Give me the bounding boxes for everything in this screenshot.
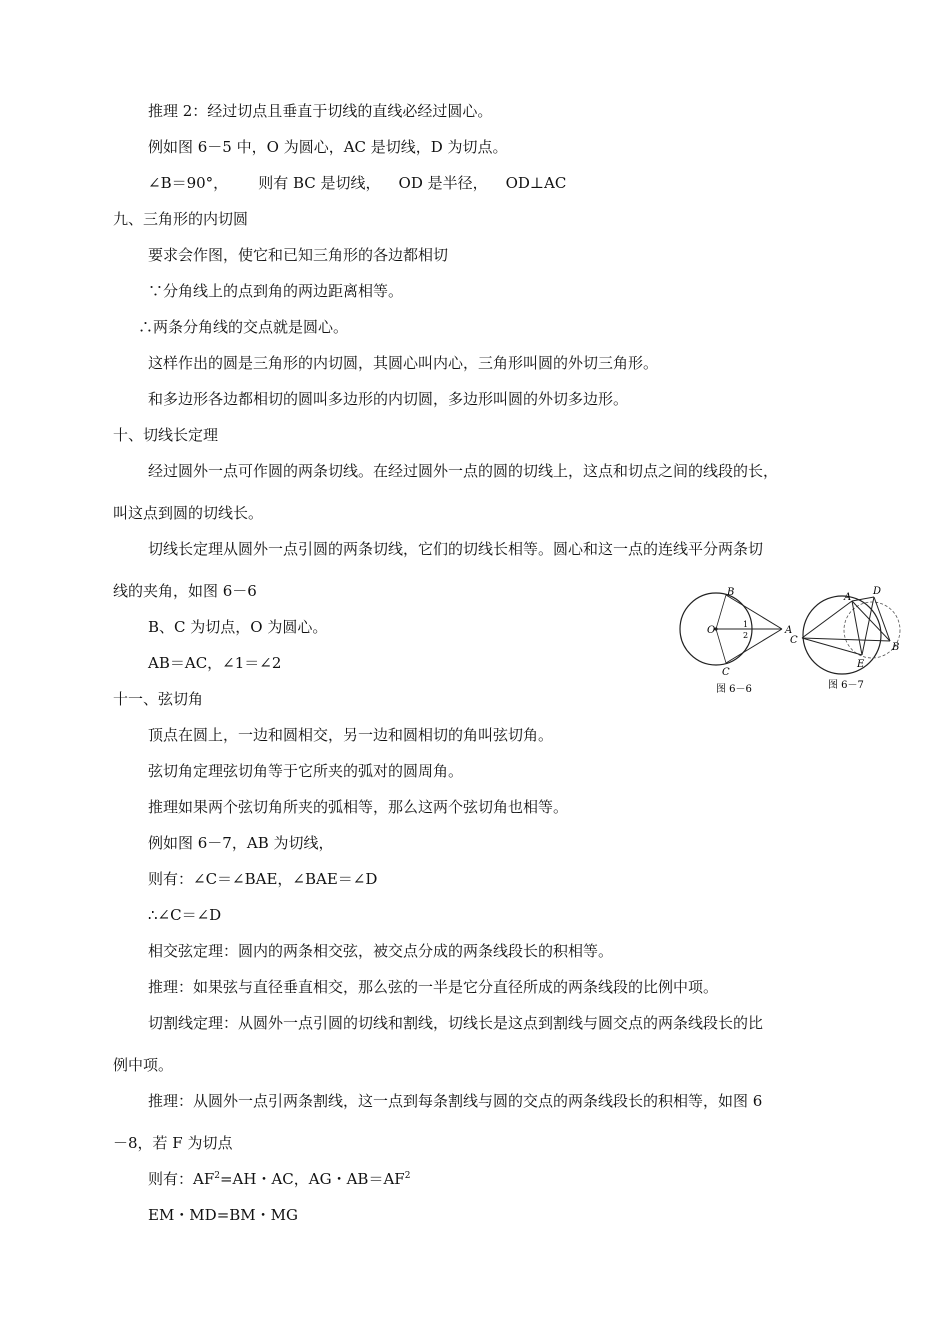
section-10-title: 十、切线长定理 — [113, 426, 219, 444]
tangent-ac — [726, 629, 782, 663]
label-b-7: B — [892, 642, 900, 653]
section-11-para-3: 推理如果两个弦切角所夹的弧相等，那么这两个弦切角也相等。 — [148, 798, 569, 816]
label-b: B — [727, 587, 735, 598]
od-perp-text: OD⊥AC — [505, 174, 567, 192]
formula-1-pre: 则有：AF — [148, 1170, 215, 1188]
figure-6-6-diagram — [672, 582, 800, 696]
then-bc-text: 则有 BC 是切线， — [258, 174, 381, 192]
section-9-title: 九、三角形的内切圆 — [113, 210, 249, 228]
od-radius-text: OD 是半径， — [398, 174, 488, 192]
label-a-7: A — [844, 592, 852, 603]
line-ae — [852, 601, 862, 655]
section-11-para-5: 则有：∠C＝∠BAE，∠BAE＝∠D — [148, 870, 378, 888]
figure-6-7-diagram — [786, 578, 912, 696]
label-c-7: C — [790, 635, 798, 646]
section-9-para-1: 要求会作图，使它和已知三角形的各边都相切 — [148, 246, 449, 264]
section-10-para-1b: 叫这点到圆的切线长。 — [113, 504, 264, 522]
section-11-para-1: 顶点在圆上，一边和圆相交，另一边和圆相切的角叫弦切角。 — [148, 726, 554, 744]
section-11-para-2: 弦切角定理弦切角等于它所夹的弧对的圆周角。 — [148, 762, 464, 780]
label-c: C — [722, 667, 730, 678]
angle-b-text: ∠B＝90°， — [148, 174, 229, 192]
figure-6-7 — [786, 578, 912, 696]
section-10-para-2a: 切线长定理从圆外一点引圆的两条切线，它们的切线长相等。圆心和这一点的连线平分两条切 — [148, 540, 764, 558]
label-e: E — [857, 659, 865, 670]
label-angle-1: 1 — [743, 620, 749, 629]
formula-1-sup-1: 2 — [214, 1171, 220, 1181]
formula-em-md: EM・MD=BM・MG — [148, 1206, 298, 1224]
inference-2: 推理 2：经过切点且垂直于切线的直线必经过圆心。 — [148, 102, 493, 120]
formula-1-sup-2: 2 — [404, 1171, 411, 1181]
label-d: D — [873, 586, 882, 597]
section-9-para-4: 这样作出的圆是三角形的内切圆，其圆心叫内心，三角形叫圆的外切三角形。 — [148, 354, 659, 372]
figure-6-6 — [672, 582, 800, 696]
figure-6-6-caption: 图 6－6 — [716, 684, 752, 695]
section-11-para-7: 相交弦定理：圆内的两条相交弦，被交点分成的两条线段长的积相等。 — [148, 942, 614, 960]
example-6-5: 例如图 6－5 中，O 为圆心，AC 是切线，D 为切点。 — [148, 138, 508, 156]
section-9-para-3: ∴两条分角线的交点就是圆心。 — [138, 318, 349, 336]
section-10-para-2b: 线的夹角，如图 6－6 — [113, 582, 257, 600]
section-11-para-10a: 推理：从圆外一点引两条割线，这一点到每条割线与圆的交点的两条线段长的积相等，如图 6 — [148, 1092, 763, 1110]
section-10-para-4: AB＝AC，∠1＝∠2 — [148, 654, 282, 672]
section-10-para-1a: 经过圆外一点可作圆的两条切线。在经过圆外一点的圆的切线上，这点和切点之间的线段的长， — [148, 462, 779, 480]
section-11-title: 十一、弦切角 — [113, 690, 204, 708]
section-10-para-3: B、C 为切点，O 为圆心。 — [148, 618, 328, 636]
section-9-para-5: 和多边形各边都相切的圆叫多边形的内切圆，多边形叫圆的外切多边形。 — [148, 390, 629, 408]
section-9-para-2: ∵分角线上的点到角的两边距离相等。 — [148, 282, 404, 300]
section-11-para-9a: 切割线定理：从圆外一点引圆的切线和割线，切线长是这点到割线与圆交点的两条线段长的比 — [148, 1014, 764, 1032]
figure-6-7-caption: 图 6－7 — [828, 680, 864, 691]
section-11-para-10b: －8，若 F 为切点 — [113, 1134, 233, 1152]
formula-af-squared — [148, 1169, 410, 1189]
label-angle-2: 2 — [743, 631, 749, 640]
tangent-ab-7 — [852, 601, 890, 641]
section-11-para-4: 例如图 6－7，AB 为切线， — [148, 834, 334, 852]
radius-oc — [716, 629, 726, 663]
line-ce — [802, 638, 862, 655]
circle-main — [803, 596, 881, 674]
label-o: O — [707, 625, 716, 636]
section-11-para-9b: 例中项。 — [113, 1056, 174, 1074]
label-a: A — [785, 625, 793, 636]
section-11-para-8: 推理：如果弦与直径垂直相交，那么弦的一半是它分直径所成的两条线段的比例中项。 — [148, 978, 719, 996]
angle-condition — [148, 173, 566, 193]
radius-ob — [716, 595, 726, 629]
line-da — [852, 597, 874, 601]
formula-1-mid: =AH・AC，AG・AB＝AF — [219, 1170, 405, 1188]
section-11-para-6: ∴∠C＝∠D — [148, 906, 222, 924]
tangent-ab — [726, 595, 782, 629]
